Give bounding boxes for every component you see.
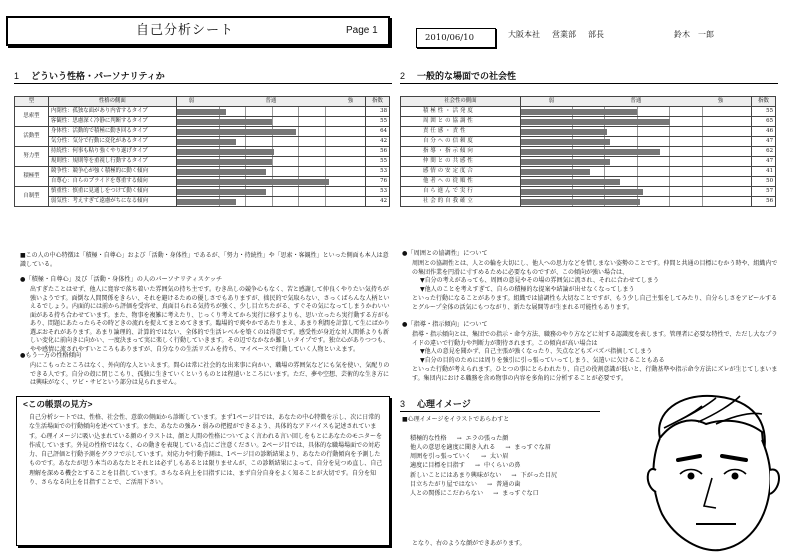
department: 営業部 [552, 30, 576, 39]
arrow-icon: → [493, 489, 499, 497]
company: 大阪本社 [508, 30, 540, 39]
grid-line [702, 117, 703, 126]
type-cell: 努力型 [15, 147, 49, 167]
score-bar-cell [176, 107, 365, 117]
section2-title: 一般的な場面での社会性 [417, 71, 517, 81]
table-row [401, 107, 776, 117]
feature-text: 太い眉 [490, 453, 509, 461]
section1-title: どういう性格・パーソナリティか [31, 71, 165, 81]
scale-strong: 強 [717, 97, 724, 104]
aspect-cell: 客観性：思慮深く冷静に判断するタイプ [48, 117, 176, 127]
grid-line [702, 107, 703, 116]
score-bar [521, 119, 670, 125]
grid-line [325, 107, 326, 116]
trait-text: 目立ちたがり屋ではない [410, 480, 478, 488]
grid-line [298, 127, 299, 136]
score-cell: 47 [752, 157, 776, 167]
score-bar-cell [520, 107, 751, 117]
right-eye [732, 473, 739, 480]
score-bar-cell [520, 127, 751, 137]
table-row [15, 127, 390, 137]
grid-line [325, 167, 326, 176]
list-item [410, 434, 620, 443]
score-cell: 41 [752, 167, 776, 177]
grid-line [669, 137, 670, 146]
table-row [15, 187, 390, 197]
arrow-icon: → [511, 471, 517, 479]
feature-text: 中くらいの鼻 [483, 462, 521, 470]
aspect-cell: 積極性・活発度 [401, 107, 521, 117]
grid-line [637, 157, 638, 166]
grid-line [637, 107, 638, 116]
arrow-icon: → [487, 480, 493, 488]
section3-title: 心理イメージ [417, 399, 471, 409]
grid-line [637, 127, 638, 136]
score-bar-cell [520, 137, 751, 147]
feature-text: 下がった目尻 [520, 471, 558, 479]
mental-image-list [410, 434, 620, 498]
list-item [410, 471, 620, 480]
score-cell: 55 [752, 107, 776, 117]
col-type: 型 [15, 97, 49, 107]
score-cell: 46 [752, 127, 776, 137]
grid-line [325, 137, 326, 146]
aspect-cell: 持続性：何事も粘り強くやり遂げタイプ [48, 147, 176, 157]
section1-summary: ■この人の中心特徴は「積極・自尊心」および「活動・身体性」であるが、「努力・持続性」や「思索・客観性」といった側面も本人は意識している。 [20, 252, 389, 268]
guide-box [16, 396, 390, 546]
grid-line [272, 187, 273, 196]
harmony-body-2: といった行動になることがあります。組織では協調性も大切なことですが、もう少し自己主張をしてみたり、自分らしさをアピールするとグループ全体の活気にもつながり、新たな展開等が生まれる可能性もあります。 [412, 295, 778, 311]
image-intro: ■心理イメージをイラストであらわすと [402, 416, 510, 423]
aspect-cell: 他者への従順性 [401, 177, 521, 187]
grid-line [272, 157, 273, 166]
score-cell: 55 [366, 157, 390, 167]
grid-line [245, 107, 246, 116]
grid-line [669, 167, 670, 176]
sketch-body: 出すぎたことはせず、他人に寛容で落ち着いた雰囲気の持ち主です。むき出しの競争心もなく、苦と感謝して仲良くやりたい気持ちが強いようです。面倒な人間関係をきらい、それを避けるための優しさでもありますが、拙民的で気取らない、さっくばらんな人柄といえるでしょう。内面的には前から評価を受容せ、真面目られる気持ちが強く、少し目立ちたがる、すぐその気になってしまうかわいい面がある持ち合わせています。また、物事を複雑に考えたり、じっくり考えてから実行に移すよりも、思い立ったら実行動する方がもあり、問題にあたったらその時どきの流れを捉えてまとめてきます。臨場的で爽やかであたりまえ、あまり利潤を計算して生にばかり選ぶおそれがあります。あまり論理的、計算的ではない、全体的で生活レベルを築くのは得意です。感受性が身近な対人関係よりも新しい変化に前向きに向かい、一度決まって実に楽しく行動していきます。その辺でなかなか難しいタイプです。独立心がありつつも、やや感情に流されやすいところもありますが、自分なりの生活リズムを持ち、マイペースで行動していく人物といえます。 [30, 286, 390, 353]
score-cell: 47 [752, 137, 776, 147]
score-cell: 56 [752, 197, 776, 207]
section3-number: 3 [400, 399, 406, 409]
score-bar-cell [176, 177, 365, 187]
table-row [401, 187, 776, 197]
score-bar [521, 199, 640, 205]
date-box [416, 28, 496, 48]
leadership-point-1: ▼他人の意見を聞かず、自己主張が強くなったり、矢点などもズバズバ指摘してしまう [420, 348, 653, 355]
grid-line [669, 107, 670, 116]
aspect-cell: 自分への信頼度 [401, 137, 521, 147]
right-ear [770, 470, 779, 494]
aspect-cell: 指導・指示傾向 [401, 147, 521, 157]
score-bar-cell [520, 187, 751, 197]
aspect-cell: 自ら進んで実行 [401, 187, 521, 197]
score-bar [177, 169, 267, 175]
date: 2010/06/10 [425, 33, 474, 43]
col-scale [176, 97, 365, 107]
section2-heading [400, 70, 778, 84]
score-bar [521, 149, 660, 155]
type-cell: 思索型 [15, 107, 49, 127]
score-bar-cell [176, 197, 365, 207]
leadership-point-2: ▼自分の目的のためには周りを強引に引っ張っていってしまう、気遣いに欠けることもある [420, 357, 665, 364]
grid-line [245, 197, 246, 206]
aspect-cell: 内閉性：孤独な面があり内省するタイプ [48, 107, 176, 117]
score-bar [177, 129, 296, 135]
score-cell: 55 [366, 117, 390, 127]
table-row [401, 167, 776, 177]
grid-line [669, 157, 670, 166]
grid-line [325, 147, 326, 156]
score-bar [177, 189, 267, 195]
section1-number: 1 [14, 71, 20, 81]
arrow-icon: → [505, 444, 511, 452]
table-row [401, 117, 776, 127]
score-cell: 42 [366, 197, 390, 207]
grid-line [272, 107, 273, 116]
grid-line [669, 147, 670, 156]
score-bar [521, 159, 610, 165]
harmony-body: 周囲との協調性とは、人との輪を大切にし、他人への思力などを惜しまない姿勢のことです。仲間と共通の目標にむかう時や、組織内での集団作業を円滑に寸すめるために必要なものですが、この傾向が強い場合は、 [412, 260, 778, 276]
grid-line [702, 137, 703, 146]
grid-line [325, 187, 326, 196]
table-row [401, 157, 776, 167]
other-tendency-title: ●もう一方の性格傾向 [20, 352, 82, 359]
score-bar-cell [520, 197, 751, 207]
list-item [410, 489, 620, 498]
aspect-cell: 身体性：活動的で積極に動き回るタイプ [48, 127, 176, 137]
image-footer: となり、右のような顔ができあがります。 [412, 540, 526, 547]
scale-strong: 強 [347, 97, 354, 104]
scale-weak: 弱 [188, 97, 195, 104]
score-bar-cell [520, 177, 751, 187]
guide-body: 自己分析シートでは、性格、社会性、意欲の側面から診断しています。まず1ページ目では、あなたの中心特徴を示し、次に日常的な生活場面での行動傾向を述べています。また、あなたの強み・弱みの把握ができるよう、具体的なアドバイスも記述されています。心理イメージに吸い込まれている顔のイラストは、顔と人間の性格についてよく言われる言い回しをもとにあなたのモニターを作成しています。外見の性格ではなく、心の動きを表現している点にご注意ください。2ページ目では、具体的な職場場面での対応力、自己評価と行動予測をグラフで示しています。対応力や行動予測は、1ページ目の診断結果より、あなたの行動傾向を予測したものです。あなたが思う本当のあなたとそれとは必ずしもあるとは限りませんが、この診断結果によって、自分を見つめ直し、自己理解を深める機会とすることを目指しています。さらなる向上を目指すには、まず自分自身をよく知ることが大切です。自分を知り、さらなる向上を目指すことで、ご活用下さい。 [29, 414, 383, 487]
col-score: 指数 [366, 97, 390, 107]
list-item [410, 443, 620, 452]
trait-text: 人との関係にこだわらない [410, 489, 484, 497]
col-social-score: 指数 [752, 97, 776, 107]
score-bar [521, 189, 644, 195]
section2-number: 2 [400, 71, 406, 81]
score-bar [177, 199, 237, 205]
trait-text: 積極的な性格 [410, 435, 447, 442]
type-cell: 積極型 [15, 167, 49, 187]
grid-line [245, 137, 246, 146]
person-name: 鈴木 一郎 [674, 30, 714, 39]
leadership-body-2: といった行動が考えられます。ひとつの事にとらわれたり、自己の役割意識が低いと、行動基準や指示命令方法にズレが生じてしまいます。集団内における職務を含め物事の内容を多角的に分析することが必要です。 [412, 366, 778, 382]
score-cell: 64 [366, 127, 390, 137]
score-bar-cell [176, 117, 365, 127]
list-item [410, 452, 620, 461]
grid-line [637, 167, 638, 176]
left-eye [688, 473, 695, 480]
score-bar [177, 109, 226, 115]
scale-mid: 普通 [265, 97, 277, 104]
position: 部長 [588, 30, 604, 39]
grid-line [325, 157, 326, 166]
trait-text: 周囲を引っ張っていく [410, 453, 471, 461]
grid-line [298, 157, 299, 166]
type-cell: 自制型 [15, 187, 49, 207]
table-row [15, 177, 390, 187]
other-tendency-body: 内にこもったところはなく、外向的な人といえます。間心は常に社会的な出来事に向かい、職場の雰囲気などにも気を使い、気配りのできる人です。自分の殻に閉じこもり、孤独に生きていくというものとは程遠いところにいます。ただ、夢や空想、芸術的な生き方には興味がなく、ワビ・サビという部分は見られません。 [30, 362, 390, 387]
grid-line [272, 197, 273, 206]
score-bar-cell [520, 117, 751, 127]
score-cell: 53 [366, 167, 390, 177]
score-cell: 62 [752, 147, 776, 157]
table-row [15, 117, 390, 127]
grid-line [298, 147, 299, 156]
score-bar [177, 159, 272, 165]
grid-line [702, 127, 703, 136]
grid-line [325, 127, 326, 136]
feature-text: まっすぐな眉 [514, 444, 551, 452]
grid-line [637, 177, 638, 186]
harmony-point-1: ▼自分の考えがあっても、周囲の意見やその場の雰囲気に流され、それに合わせてしまう [420, 277, 659, 284]
scale-weak: 弱 [548, 97, 555, 104]
page-number: Page 1 [346, 25, 378, 36]
personality-table [14, 96, 390, 207]
score-cell: 65 [752, 117, 776, 127]
grid-line [325, 197, 326, 206]
table-row [15, 167, 390, 177]
score-cell: 76 [366, 177, 390, 187]
left-ear [648, 469, 656, 492]
table-row [401, 177, 776, 187]
table-row [401, 137, 776, 147]
aspect-cell: 周囲との協調性 [401, 117, 521, 127]
aspect-cell: 仲間との共感性 [401, 157, 521, 167]
grid-line [702, 147, 703, 156]
grid-line [298, 187, 299, 196]
page-title: 自己分析シート [136, 23, 235, 38]
score-bar-cell [176, 137, 365, 147]
score-cell: 50 [752, 177, 776, 187]
score-bar-cell [176, 147, 365, 157]
grid-line [272, 167, 273, 176]
table-row [15, 137, 390, 147]
grid-line [325, 117, 326, 126]
grid-line [298, 167, 299, 176]
score-bar [521, 139, 610, 145]
grid-line [298, 107, 299, 116]
arrow-icon: → [480, 453, 487, 461]
score-bar [521, 179, 620, 185]
grid-line [272, 137, 273, 146]
harmony-title: ●「周囲との協調性」について [402, 250, 488, 257]
grid-line [669, 177, 670, 186]
aspect-cell: 社会的自我確立 [401, 197, 521, 207]
grid-line [669, 197, 670, 206]
aspect-cell: 慎重性：慎重に見通しをつけて動く傾向 [48, 187, 176, 197]
arrow-icon: → [474, 462, 480, 470]
table-row [401, 127, 776, 137]
aspect-cell: 自尊心：自らのプライドを尊重する傾向 [48, 177, 176, 187]
score-bar [521, 109, 637, 115]
score-bar [177, 139, 237, 145]
table-row [401, 197, 776, 207]
grid-line [669, 127, 670, 136]
section1-heading [14, 70, 392, 84]
table-row [401, 147, 776, 157]
feature-text: 普通の歯 [496, 480, 521, 488]
table-row [15, 107, 390, 117]
table-row [15, 157, 390, 167]
score-bar [177, 179, 329, 185]
grid-line [298, 197, 299, 206]
grid-line [702, 157, 703, 166]
score-cell: 42 [366, 137, 390, 147]
score-bar-cell [176, 187, 365, 197]
grid-line [702, 167, 703, 176]
guide-title: <この帳票の見方> [23, 399, 93, 409]
aspect-cell: 規則性：規則等を重視し行動するタイプ [48, 157, 176, 167]
table-row [15, 147, 390, 157]
col-social-scale [520, 97, 751, 107]
grid-line [298, 137, 299, 146]
aspect-cell: 競争性：競争心が強く積極的に動く傾向 [48, 167, 176, 177]
scale-mid: 普通 [630, 97, 642, 104]
score-bar-cell [520, 147, 751, 157]
score-bar-cell [176, 127, 365, 137]
col-aspect: 性格の側面 [48, 97, 176, 107]
list-item [410, 480, 620, 489]
aspect-cell: 責任感・責性 [401, 127, 521, 137]
type-cell: 活動型 [15, 127, 49, 147]
trait-text: 他人の意思を適度に聞き入れる [410, 444, 496, 452]
leadership-title: ●「指導・指示傾向」について [402, 321, 488, 328]
grid-line [669, 187, 670, 196]
grid-line [272, 117, 273, 126]
score-bar-cell [520, 157, 751, 167]
score-bar [177, 149, 275, 155]
leadership-body: 指導・指示傾向とは、集団での指示・命令方法、職務のやり方などに対する認識度を表します。管理者に必要な特性で、ただし大なプライドの違いで行動力や判断力が期待されます。この傾向が高い場合は [412, 331, 778, 347]
grid-line [702, 197, 703, 206]
arrow-icon: → [456, 435, 462, 442]
aspect-cell: 感情の安定度合 [401, 167, 521, 177]
score-bar [177, 119, 272, 125]
grid-line [298, 117, 299, 126]
score-cell: 53 [366, 187, 390, 197]
score-cell: 56 [366, 147, 390, 157]
trait-text: 適度に目標を目指す [410, 462, 465, 470]
grid-line [604, 167, 605, 176]
score-bar-cell [176, 157, 365, 167]
aspect-cell: 気分性：気分で行動に変化があるタイプ [48, 137, 176, 147]
face-outline [653, 438, 770, 550]
section3-heading [400, 398, 600, 412]
person-info [508, 30, 714, 41]
score-bar-cell [520, 167, 751, 177]
grid-line [637, 137, 638, 146]
col-social-aspect: 社会性の側面 [401, 97, 521, 107]
score-cell: 38 [366, 107, 390, 117]
harmony-point-2: ▼他人のことを考えすぎて、自らの積極的な提案や結論が出せなくなってしまう [420, 286, 635, 293]
score-bar [521, 129, 607, 135]
grid-line [702, 177, 703, 186]
score-bar-cell [176, 167, 365, 177]
grid-line [702, 187, 703, 196]
score-cell: 57 [752, 187, 776, 197]
table-row [15, 197, 390, 207]
sketch-title: ●「積極・自尊心」及び「活動・身体性」の人のパーソナリティスケッチ [20, 276, 223, 283]
face-illustration [620, 392, 790, 556]
feature-text: エラの張った顔 [465, 435, 509, 442]
title-box [6, 16, 390, 46]
aspect-cell: 弱気性：考えすぎて遠慮がちになる傾向 [48, 197, 176, 207]
social-table [400, 96, 776, 207]
list-item [410, 461, 620, 470]
feature-text: まっすぐな口 [502, 489, 539, 497]
trait-text: 新しいことにはあまり興味がない [410, 471, 502, 479]
score-bar [521, 169, 591, 175]
